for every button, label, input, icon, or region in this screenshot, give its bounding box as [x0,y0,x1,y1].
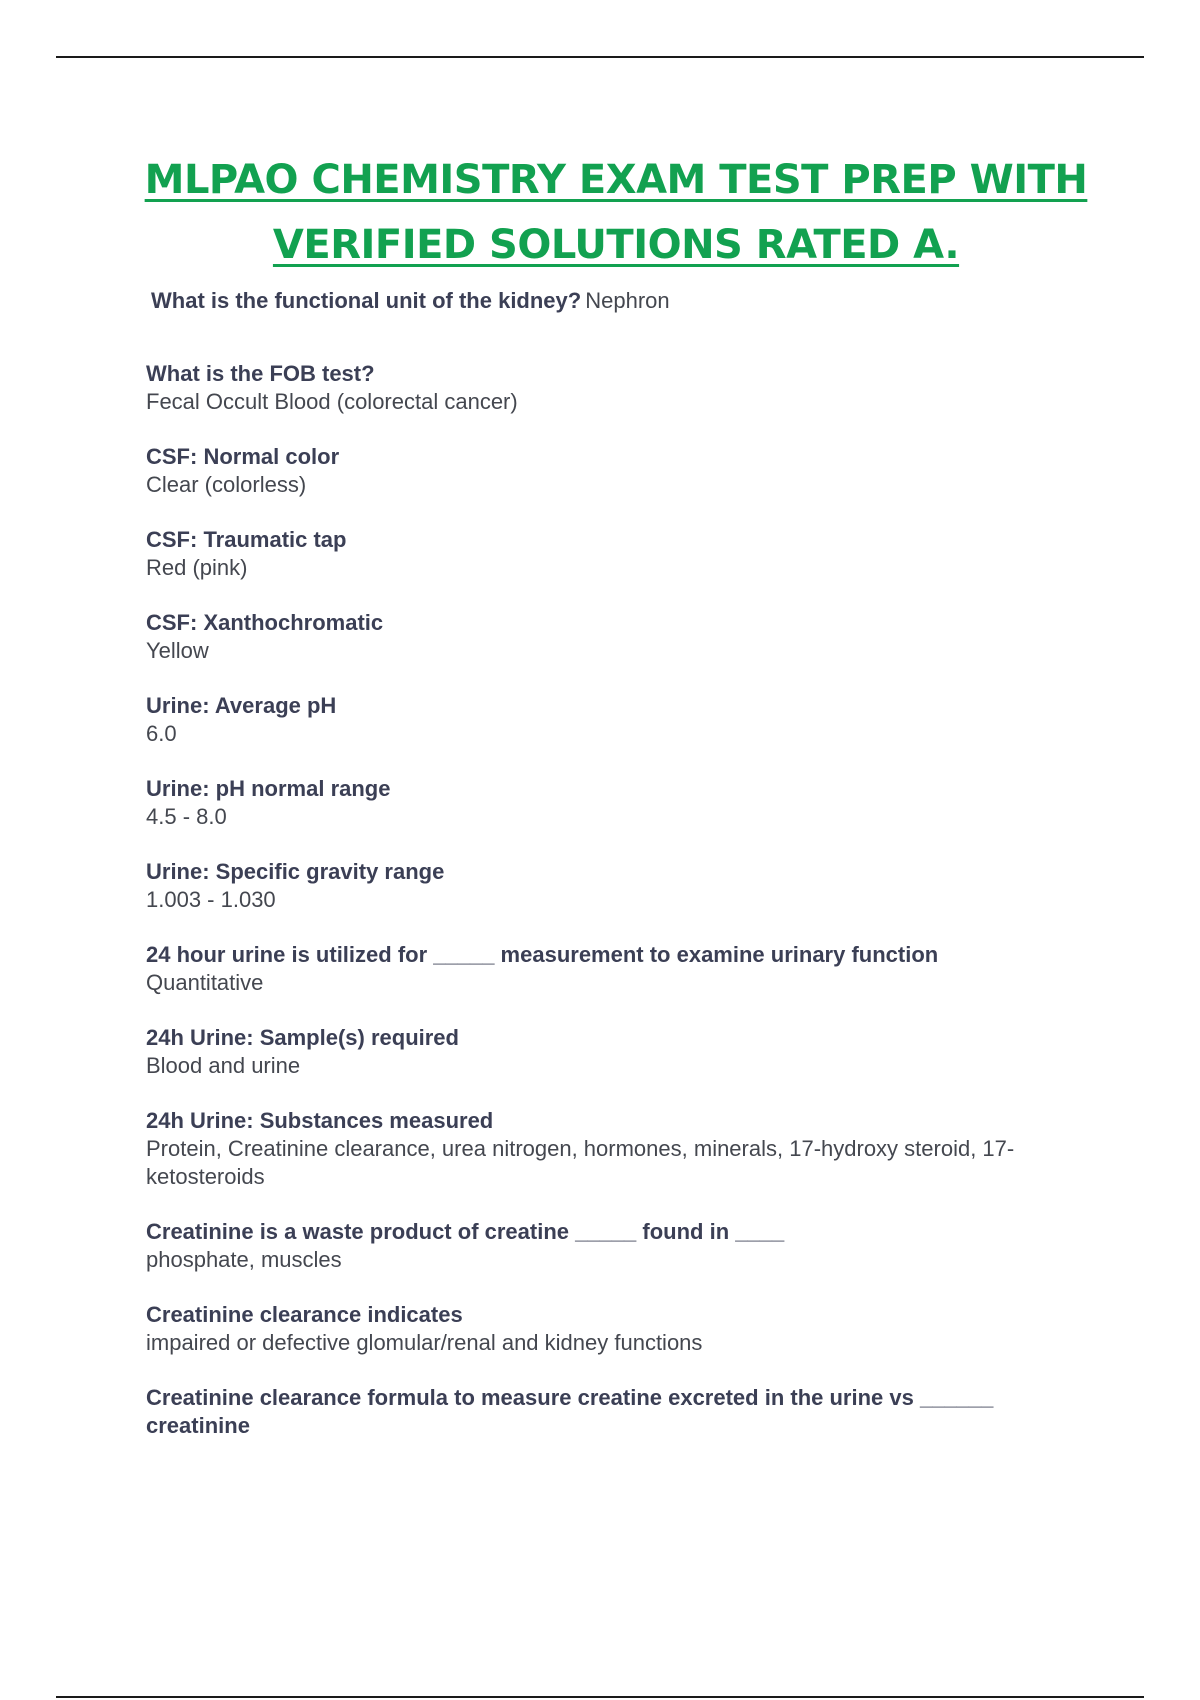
answer-text: impaired or defective glomular/renal and kidney functions [146,1330,703,1355]
qa-item [146,1384,1086,1440]
question-text: Urine: pH normal range [146,776,391,801]
answer-text: 4.5 - 8.0 [146,804,227,829]
answer-text: Red (pink) [146,555,248,580]
qa-item [146,1301,1086,1357]
footer-rule [56,1696,1144,1698]
question-text: Creatinine is a waste product of creatine _____ found in ____ [146,1219,785,1244]
answer-text: Clear (colorless) [146,472,307,497]
question-text: Creatinine clearance formula to measure creatine excreted in the urine vs ______ creatinine [146,1385,994,1438]
answer-text: 1.003 - 1.030 [146,887,276,912]
question-text: Creatinine clearance indicates [146,1302,463,1327]
answer-text: 6.0 [146,721,177,746]
question-text: 24 hour urine is utilized for _____ measurement to examine urinary function [146,942,939,967]
qa-item [151,286,1086,316]
question-text: CSF: Normal color [146,444,340,469]
qa-item [146,775,1086,831]
qa-item [146,1024,1086,1080]
answer-text: Protein, Creatinine clearance, urea nitrogen, hormones, minerals, 17-hydroxy steroid, 17-ketosteroids [146,1136,1015,1189]
answer-text: Nephron [585,288,670,313]
question-text: Urine: Average pH [146,693,337,718]
title-line-1: MLPAO CHEMISTRY EXAM TEST PREP WITH [144,157,1088,203]
answer-text: Fecal Occult Blood (colorectal cancer) [146,389,518,414]
question-text: Urine: Specific gravity range [146,859,445,884]
answer-text: Yellow [146,638,209,663]
qa-item [146,360,1086,416]
question-text: CSF: Traumatic tap [146,527,347,552]
page-title [0,148,1200,278]
answer-text: Blood and urine [146,1053,301,1078]
qa-item [146,526,1086,582]
question-text: What is the functional unit of the kidney? [151,288,582,313]
qa-item [146,1107,1086,1191]
qa-list [146,286,1086,1467]
question-text: 24h Urine: Substances measured [146,1108,494,1133]
question-text: CSF: Xanthochromatic [146,610,384,635]
question-text: What is the FOB test? [146,361,375,386]
qa-item [146,609,1086,665]
qa-item [146,1218,1086,1274]
title-line-2: VERIFIED SOLUTIONS RATED A. [272,222,960,268]
answer-text: Quantitative [146,970,264,995]
qa-item [146,443,1086,499]
header-rule [56,56,1144,58]
answer-text: phosphate, muscles [146,1247,342,1272]
question-text: 24h Urine: Sample(s) required [146,1025,459,1050]
qa-item [146,941,1086,997]
qa-item [146,692,1086,748]
qa-item [146,858,1086,914]
